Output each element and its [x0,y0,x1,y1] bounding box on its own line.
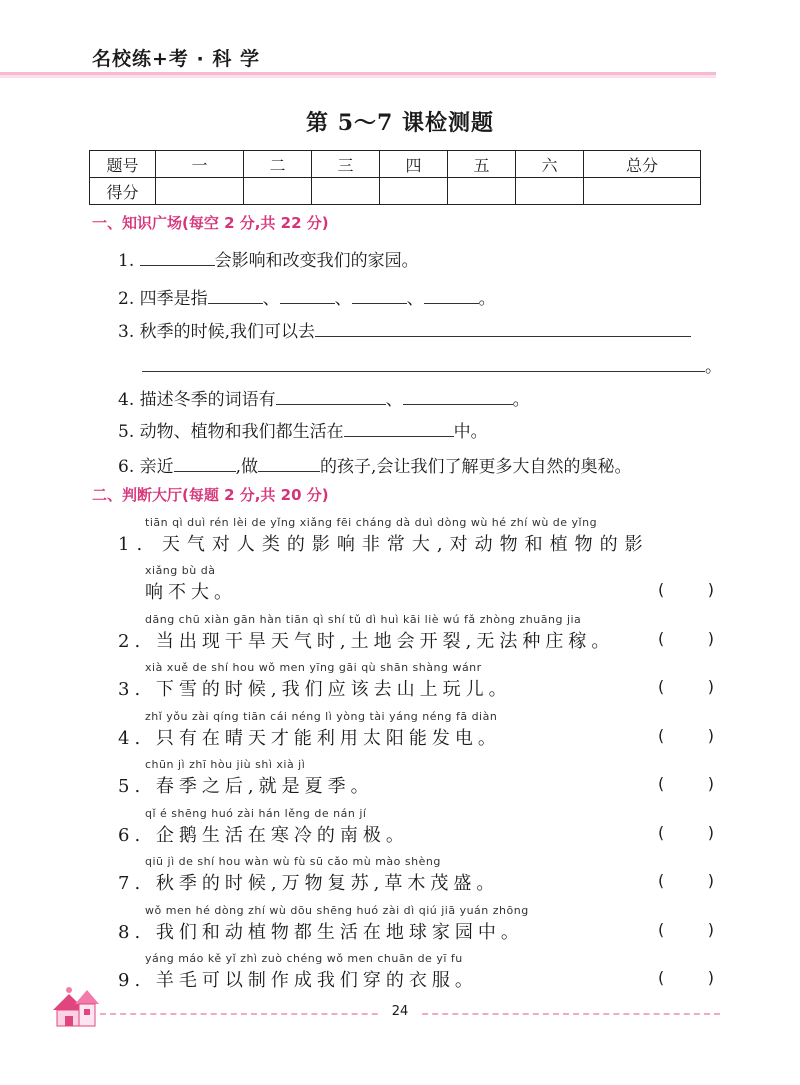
answer-blank[interactable] [140,247,215,266]
judgment-item-5: 5. 春季之后,就是夏季。 [118,776,374,797]
pinyin-line: xiǎng bù dà [145,564,216,577]
answer-parentheses[interactable]: ( ) [658,871,714,890]
judgment-item-1-cont: 响不大。 [145,582,237,603]
question-3: 3. 秋季的时候,我们可以去 [118,317,691,342]
answer-blank[interactable] [276,386,386,405]
score-cell: 五 [448,151,516,178]
answer-blank[interactable] [174,453,236,472]
score-input-cell[interactable] [244,178,312,205]
pinyin-line: yáng máo kě yǐ zhì zuò chéng wǒ men chuān de yī fu [145,952,463,965]
pinyin-line: zhǐ yǒu zài qíng tiān cái néng lì yòng tài yáng néng fā diàn [145,710,498,723]
answer-blank[interactable] [352,285,407,304]
question-1: 1. 会影响和改变我们的家园。 [118,246,419,271]
score-table [89,150,701,205]
judgment-item-1: 1. 天气对人类的影响非常大,对动物和植物的影 [118,534,650,555]
score-table-header-row [90,151,701,178]
pinyin-line: dāng chū xiàn gān hàn tiān qì shí tǔ dì huì kāi liè wú fǎ zhòng zhuāng jia [145,613,582,626]
pinyin-line: chūn jì zhī hòu jiù shì xià jì [145,758,306,771]
answer-blank[interactable] [424,285,479,304]
score-cell: 一 [156,151,244,178]
answer-parentheses[interactable]: ( ) [658,726,714,745]
pinyin-line: qǐ é shēng huó zài hán lěng de nán jí [145,807,367,820]
question-6: 6. 亲近 ,做 的孩子,会让我们了解更多大自然的奥秘。 [118,452,631,477]
pinyin-line: tiān qì duì rén lèi de yǐng xiǎng fēi cháng dà duì dòng wù hé zhí wù de yǐng [145,516,598,529]
score-input-cell[interactable] [448,178,516,205]
score-input-cell[interactable] [156,178,244,205]
answer-parentheses[interactable]: ( ) [658,920,714,939]
pinyin-line: qiū jì de shí hou wàn wù fù sū cǎo mù mào shèng [145,855,441,868]
judgment-item-7: 7. 秋季的时候,万物复苏,草木茂盛。 [118,873,500,894]
answer-parentheses[interactable]: ( ) [658,580,714,599]
score-cell: 总分 [584,151,701,178]
score-input-cell[interactable] [516,178,584,205]
score-table-score-row [90,178,701,205]
pinyin-line: xià xuě de shí hou wǒ men yīng gāi qù shān shàng wánr [145,661,482,674]
judgment-item-9: 9. 羊毛可以制作成我们穿的衣服。 [118,970,478,991]
answer-blank[interactable] [403,386,513,405]
judgment-item-8: 8. 我们和动植物都生活在地球家园中。 [118,922,524,943]
answer-blank[interactable] [208,285,263,304]
answer-parentheses[interactable]: ( ) [658,629,714,648]
question-2: 2. 四季是指 、 、 、 。 [118,284,496,309]
score-cell: 二 [244,151,312,178]
score-cell: 四 [380,151,448,178]
answer-blank[interactable] [315,318,691,337]
header-divider [0,72,716,78]
score-cell: 三 [312,151,380,178]
judgment-item-3: 3. 下雪的时候,我们应该去山上玩儿。 [118,679,512,700]
book-series-title: 名校练+考 · 科 学 [92,48,260,70]
pinyin-line: wǒ men hé dòng zhí wù dōu shēng huó zài dì qiú jiā yuán zhōng [145,904,529,917]
answer-parentheses[interactable]: ( ) [658,677,714,696]
score-cell: 得分 [90,178,156,205]
question-3-line-2: 。 [142,352,722,377]
score-input-cell[interactable] [312,178,380,205]
answer-parentheses[interactable]: ( ) [658,823,714,842]
score-cell: 六 [516,151,584,178]
score-cell: 题号 [90,151,156,178]
answer-blank[interactable] [344,418,454,437]
answer-blank[interactable] [280,285,335,304]
section-2-heading: 二、判断大厅(每题 2 分,共 20 分) [92,486,329,504]
score-input-cell[interactable] [584,178,701,205]
answer-parentheses[interactable]: ( ) [658,968,714,987]
score-input-cell[interactable] [380,178,448,205]
page-number: 24 [380,1004,420,1019]
house-decoration-icon [45,982,105,1030]
answer-blank[interactable] [258,453,320,472]
answer-parentheses[interactable]: ( ) [658,774,714,793]
question-4: 4. 描述冬季的词语有 、 。 [118,385,530,410]
section-1-heading: 一、知识广场(每空 2 分,共 22 分) [92,214,329,232]
judgment-item-2: 2. 当出现干旱天气时,土地会开裂,无法种庄稼。 [118,631,615,652]
question-5: 5. 动物、植物和我们都生活在 中。 [118,417,488,442]
page-title: 第 5～7 课检测题 [306,110,494,136]
judgment-item-6: 6. 企鹅生活在寒冷的南极。 [118,825,409,846]
answer-blank[interactable] [142,353,705,372]
judgment-item-4: 4. 只有在晴天才能利用太阳能发电。 [118,728,501,749]
